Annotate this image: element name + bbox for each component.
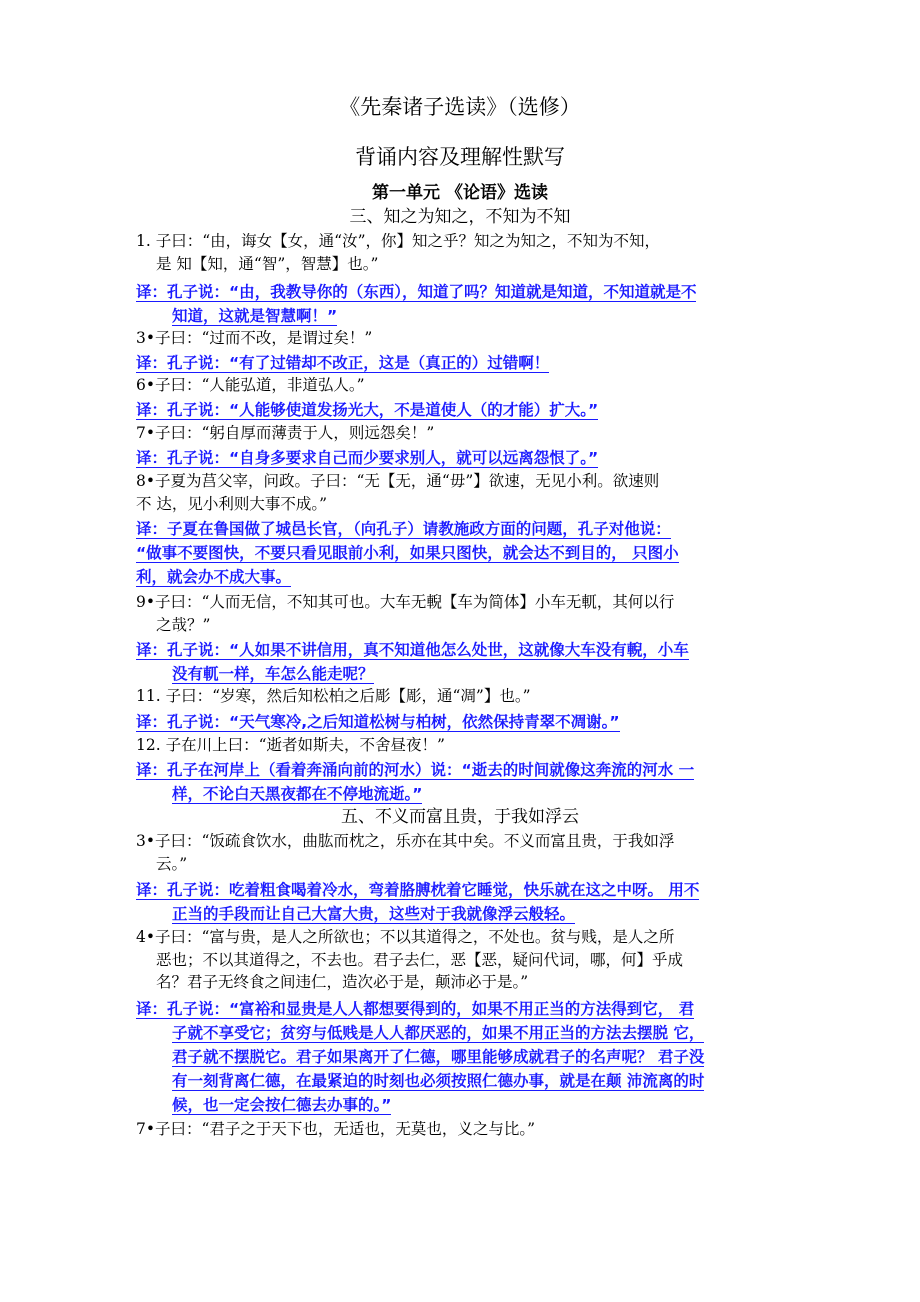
translation-text — [136, 351, 794, 375]
translation-text — [136, 280, 794, 328]
translation-line: 译：孔子说：“人能够使道发扬光大，不是道使人（的才能）扩大。” — [136, 401, 599, 419]
translation-line: 译：孔子说：“人如果不讲信用，真不知道他怎么处世，这就像大车没有輗，小车 — [136, 641, 689, 659]
original-line: 云。” — [156, 854, 188, 873]
translation-line: 译：孔子说：“天气寒冷,之后知道松树与柏树，依然保持青翠不凋谢。” — [136, 713, 620, 731]
translation-line: 译：孔子说：吃着粗食喝着冷水，弯着胳膊枕着它睡觉，快乐就在这之中呀。 用不 — [136, 881, 700, 899]
section-heading: 五、不义而富且贵，于我如浮云 — [341, 807, 579, 827]
translation-line: 译：孔子说：“由，我教导你的（东西），知道了吗？知道就是知道，不知道就是不 — [136, 283, 697, 301]
translation-text — [136, 997, 794, 1117]
original-line: 8•子夏为莒父宰，问政。子曰：“无【无，通“毋”】欲速，无见小利。欲速则 — [136, 472, 660, 490]
original-line: 之哉？” — [156, 615, 211, 634]
original-text — [136, 470, 794, 515]
document-subtitle: 背诵内容及理解性默写 — [355, 145, 565, 169]
original-line: 恶也；不以其道得之，不去也。君子去仁，恶【恶，疑问代词，哪，何】乎成 — [156, 950, 684, 969]
translation-line: 有一刻背离仁德，在最紧迫的时刻也必须按照仁德办事，就是在颠 沛流离的时 — [172, 1072, 705, 1090]
original-line: 12. 子在川上曰：“逝者如斯夫，不舍昼夜！” — [136, 736, 445, 754]
original-line: 7•子曰：“君子之于天下也，无适也，无莫也，义之与比。” — [136, 1120, 536, 1138]
original-line: 6•子曰：“人能弘道，非道弘人。” — [136, 376, 365, 394]
original-text — [136, 830, 794, 875]
original-text — [136, 734, 794, 757]
original-line: 11. 子曰：“岁寒，然后知松柏之后彫【彫，通“凋”】也。” — [136, 687, 531, 705]
translation-line: 君子就不摆脱它。君子如果离开了仁德，哪里能够成就君子的名声呢？ 君子没 — [172, 1048, 705, 1066]
translation-line: 译：孔子在河岸上（看着奔涌向前的河水）说：“逝去的时间就像这奔流的河水 一 — [136, 761, 695, 779]
translation-text — [136, 398, 794, 422]
translation-line: 译：孔子说：“自身多要求自己而少要求别人，就可以远离怨恨了。” — [136, 449, 599, 467]
translation-line: 没有軏一样，车怎么能走呢？ — [172, 665, 374, 683]
translation-text — [136, 517, 794, 589]
original-text — [136, 591, 794, 636]
translation-text — [136, 710, 794, 734]
document-title: 《先秦诸子选读》（选修） — [339, 95, 581, 119]
translation-text — [136, 878, 794, 926]
translation-text — [136, 758, 794, 806]
translation-line: 样，不论白天黑夜都在不停地流逝。” — [172, 785, 423, 803]
section-heading: 三、知之为知之，不知为不知 — [349, 207, 571, 227]
original-line: 4•子曰：“富与贵，是人之所欲也；不以其道得之，不处也。贫与贱，是人之所 — [136, 928, 675, 946]
original-text — [136, 230, 794, 275]
original-text — [136, 1118, 794, 1141]
original-text — [136, 327, 794, 350]
translation-line: 译：孔子说：“富裕和显贵是人人都想要得到的，如果不用正当的方法得到它， 君 — [136, 1000, 695, 1018]
original-text — [136, 926, 794, 994]
translation-text — [136, 638, 794, 686]
translation-line: “做事不要图快，不要只看见眼前小利，如果只图快，就会达不到目的， 只图小 — [136, 544, 679, 562]
translation-line: 正当的手段而让自己大富大贵，这些对于我就像浮云般轻。 — [172, 905, 576, 923]
translation-text — [136, 446, 794, 470]
original-line: 3•子曰：“过而不改，是谓过矣！” — [136, 329, 373, 347]
original-line: 是 知【知，通“智”，智慧】也。” — [156, 254, 379, 273]
original-line: 不 达，见小利则大事不成。” — [136, 494, 328, 513]
unit-heading: 第一单元 《论语》选读 — [372, 183, 548, 203]
translation-line: 子就不享受它；贫穷与低贱是人人都厌恶的，如果不用正当的方法去摆脱 它， — [172, 1024, 705, 1042]
original-text — [136, 374, 794, 397]
original-text — [136, 422, 794, 445]
original-line: 1. 子曰：“由，诲女【女，通“汝”，你】知之乎？知之为知之，不知为不知， — [136, 232, 660, 250]
original-line: 名？君子无终食之间违仁，造次必于是，颠沛必于是。” — [156, 973, 529, 991]
original-line: 3•子曰：“饭疏食饮水，曲肱而枕之，乐亦在其中矣。不义而富且贵，于我如浮 — [136, 832, 675, 850]
translation-line: 利，就会办不成大事。 — [136, 568, 292, 586]
original-line: 9•子曰：“人而无信，不知其可也。大车无輗【车为简体】小车无軏，其何以行 — [136, 593, 675, 611]
original-line: 7•子曰：“躬自厚而薄责于人，则远怨矣！” — [136, 424, 435, 442]
original-text — [136, 685, 794, 708]
translation-line: 译：子夏在鲁国做了城邑长官，（向孔子）请教施政方面的问题，孔子对他说： — [136, 520, 671, 538]
translation-line: 候，也一定会按仁德去办事的。” — [172, 1096, 392, 1114]
translation-line: 知道，这就是智慧啊！” — [172, 307, 338, 325]
translation-line: 译：孔子说：“有了过错却不改正，这是（真正的）过错啊！ — [136, 354, 550, 372]
